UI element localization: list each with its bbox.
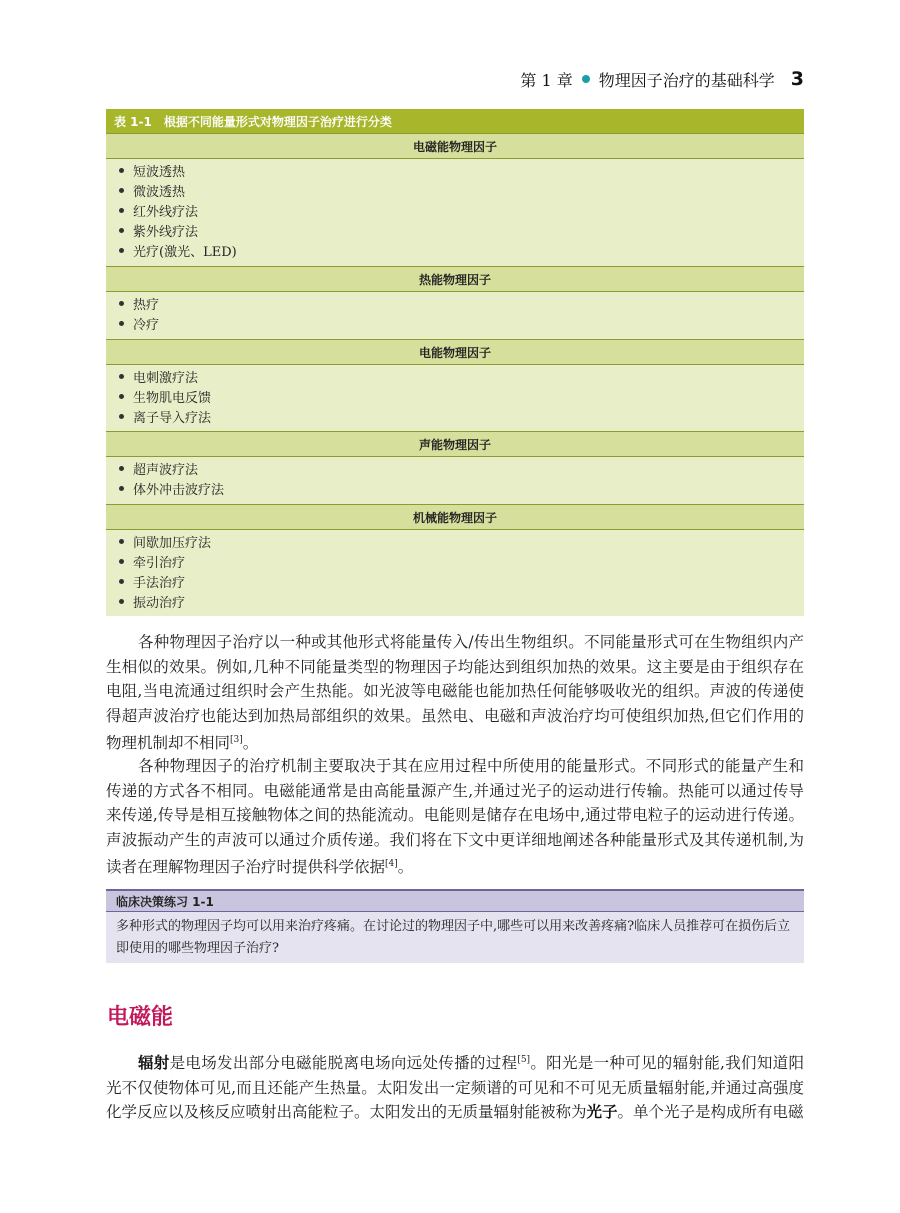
citation-ref: [5] xyxy=(517,1055,531,1065)
clinical-decision-title: 临床决策练习 1-1 xyxy=(106,889,804,912)
bullet-icon xyxy=(119,168,124,173)
table-list-item: 生物肌电反馈 xyxy=(119,389,211,409)
chapter-title: 物理因子治疗的基础科学 xyxy=(598,70,775,90)
bullet-icon xyxy=(119,228,124,233)
bold-term: 辐射 xyxy=(138,1053,170,1073)
bullet-icon xyxy=(119,321,124,326)
clinical-decision-text: 多种形式的物理因子均可以用来治疗疼痛。在讨论过的物理因子中,哪些可以用来改善疼痛?临床人员推荐可在损伤后立即使用的哪些物理因子治疗? xyxy=(116,919,791,956)
category-header-thermal: 热能物理因子 xyxy=(106,266,804,292)
bullet-icon xyxy=(119,208,124,213)
body-paragraph-1: 各种物理因子治疗以一种或其他形式将能量传入/传出生物组织。不同能量形式可在生物组织内产生相似的效果。例如,几种不同能量类型的物理因子均能达到组织加热的效果。这主要是由于组织存在电阻,当电流通过组织时会产生热能。如光波等电磁能也能加热任何能够吸收光的组织。声波的传递使得超声波治疗也能达到加热局部组织的效果。虽然电、电磁和声波治疗均可使组织加热,但它们作用的物理机制却不相同[3]。 xyxy=(106,633,804,753)
bullet-icon xyxy=(119,414,124,419)
table-list-item: 紫外线疗法 xyxy=(119,223,198,243)
page-number: 3 xyxy=(790,68,804,90)
table-list-item: 手法治疗 xyxy=(119,574,185,594)
section-paragraph: 辐射是电场发出部分电磁能脱离电场向远处传播的过程[5]。阳光是一种可见的辐射能,我们知道阳光不仅使物体可见,而且还能产生热量。太阳发出一定频谱的可见和不可见无质量辐射能,并通过高强度化学反应以及核反应喷射出高能粒子。太阳发出的无质量辐射能被称为光子。单个光子是构成所有电磁 xyxy=(106,1053,804,1122)
table-list-item: 短波透热 xyxy=(119,163,185,183)
category-header-electromagnetic: 电磁能物理因子 xyxy=(106,133,804,159)
table-list-item: 光疗(激光、LED) xyxy=(119,243,237,263)
body-paragraph-2: 各种物理因子的治疗机制主要取决于其在应用过程中所使用的能量形式。不同形式的能量产生和传递的方式各不相同。电磁能通常是由高能量源产生,并通过光子的运动进行传输。热能可以通过传导来传递,传导是相互接触物体之间的热能流动。电能则是储存在电场中,通过带电粒子的运动进行传递。声波振动产生的声波可以通过介质传递。我们将在下文中更详细地阐述各种能量形式及其传递机制,为读者在理解物理因子治疗时提供科学依据[4]。 xyxy=(106,757,804,877)
bullet-icon xyxy=(119,466,124,471)
table-list-item: 微波透热 xyxy=(119,183,185,203)
table-caption xyxy=(106,109,804,133)
bullet-icon xyxy=(119,579,124,584)
bullet-icon xyxy=(119,188,124,193)
category-header-mechanical: 机械能物理因子 xyxy=(106,504,804,530)
citation-ref: [3] xyxy=(230,735,243,745)
running-header xyxy=(106,64,804,94)
table-caption-number: 表 1-1 xyxy=(114,114,152,129)
bullet-dot-icon xyxy=(582,75,590,83)
chapter-number: 第 1 章 xyxy=(520,70,573,90)
bold-term: 光子 xyxy=(586,1102,618,1122)
bullet-icon xyxy=(119,374,124,379)
table-list-item: 间歇加压疗法 xyxy=(119,534,211,554)
table-list-item: 热疗 xyxy=(119,296,159,316)
section-title: 电磁能 xyxy=(107,1004,174,1030)
bullet-icon xyxy=(119,599,124,604)
bullet-icon xyxy=(119,301,124,306)
table-list-item: 离子导入疗法 xyxy=(119,409,211,429)
table-list-item: 红外线疗法 xyxy=(119,203,198,223)
table-list-item: 电刺激疗法 xyxy=(119,369,198,389)
table-list-item: 振动治疗 xyxy=(119,594,185,614)
bullet-icon xyxy=(119,248,124,253)
table-list-item: 体外冲击波疗法 xyxy=(119,481,224,501)
category-header-sound: 声能物理因子 xyxy=(106,431,804,457)
citation-ref: [4] xyxy=(385,859,398,869)
table-list-item: 牵引治疗 xyxy=(119,554,185,574)
bullet-icon xyxy=(119,559,124,564)
classification-table xyxy=(106,109,804,616)
bullet-icon xyxy=(119,394,124,399)
table-list-item: 冷疗 xyxy=(119,316,159,336)
bullet-icon xyxy=(119,539,124,544)
bullet-icon xyxy=(119,486,124,491)
clinical-decision-box xyxy=(106,889,804,963)
category-header-electrical: 电能物理因子 xyxy=(106,339,804,365)
table-caption-text: 根据不同能量形式对物理因子治疗进行分类 xyxy=(163,114,392,129)
table-list-item: 超声波疗法 xyxy=(119,461,198,481)
